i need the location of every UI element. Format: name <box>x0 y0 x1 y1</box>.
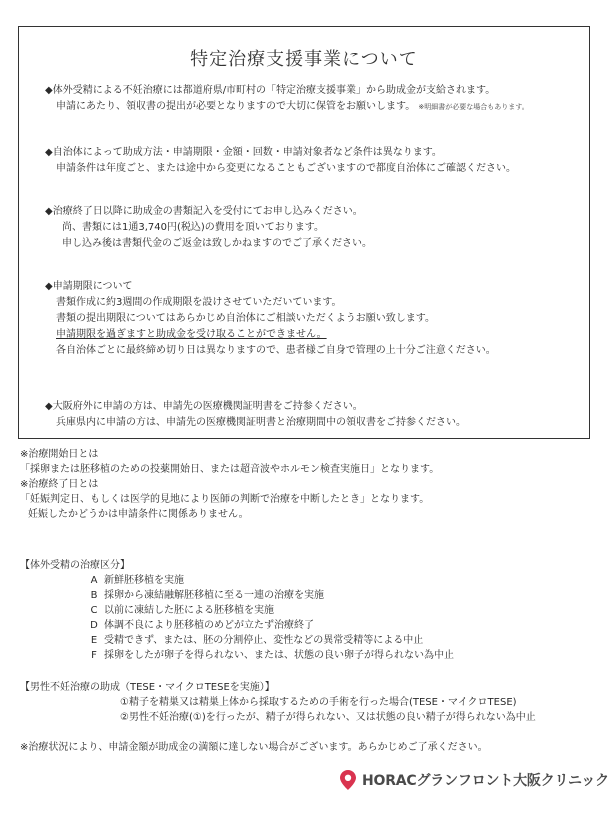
list-item: D 体調不良により胚移植のめどが立たず治療終了 <box>90 620 314 631</box>
clinic-name: HORACグランフロント大阪クリニック <box>362 773 609 789</box>
section-text: 兵庫県内に申請の方は、申請先の医療機関証明書と治療期間中の領収書をご持参ください。 <box>56 417 466 428</box>
section-subsidy <box>45 83 581 115</box>
note-text: 「採卵または胚移植のための投薬開始日、または超音波やホルモン検査実施日」となります。 <box>20 464 440 475</box>
categories-heading: 【体外受精の治療区分】 <box>20 560 130 571</box>
statement-note: ※明細書が必要な場合もあります。 <box>418 103 529 111</box>
list-item: A 新鮮胚移植を実施 <box>90 575 184 586</box>
section-text: 各自治体ごとに最終締め切り日は異なりますので、患者様ご自身で管理の上十分ご注意ください。 <box>56 345 496 356</box>
list-item: ①精子を精巣又は精巣上体から採取するための手術を行った場合(TESE・マイクロTESE) <box>120 697 517 708</box>
section-text: 書類作成に約3週間の作成期限を設けさせていただいています。 <box>56 297 342 308</box>
info-box <box>18 26 590 439</box>
note-text: 妊娠したかどうかは申請条件に関係ありません。 <box>28 509 249 520</box>
male-infertility-section <box>20 680 536 725</box>
section-text: ◆治療終了日以降に助成金の書類記入を受付にてお申し込みください。 <box>45 206 363 217</box>
map-pin-icon <box>340 770 356 790</box>
section-text: ◆自治体によって助成方法・申請期限・金額・回数・申請対象者など条件は異なります。 <box>45 147 442 158</box>
list-item: F 採卵をしたが卵子を得られない、または、状態の良い卵子が得られない為中止 <box>91 650 454 661</box>
section-text: 申し込み後は書類代金のご返金は致しかねますのでご了承ください。 <box>62 238 372 249</box>
section-text: 尚、書類には1通3,740円(税込)の費用を頂いております。 <box>62 222 324 233</box>
note-heading: ※治療開始日とは <box>20 449 99 460</box>
list-item: B 採卵から凍結融解胚移植に至る一連の治療を実施 <box>90 590 324 601</box>
clinic-logo <box>340 770 609 790</box>
list-item: ②男性不妊治療(①)を行ったが、精子が得られない、又は状態の良い精子が得られない為中止 <box>120 712 536 723</box>
list-item: C 以前に凍結した胚による胚移植を実施 <box>90 605 274 616</box>
section-text: ◆申請期限について <box>45 281 133 292</box>
list-item: E 受精できず、または、胚の分割停止、変性などの異常受精等による中止 <box>90 635 424 646</box>
section-certificates <box>45 399 581 431</box>
section-text: 申請にあたり、領収書の提出が必要となりますので大切に保管をお願いします。 <box>56 101 416 112</box>
section-conditions <box>45 145 581 177</box>
ivf-categories <box>20 558 454 663</box>
male-heading: 【男性不妊治療の助成（TESE・マイクロTESEを実施）】 <box>20 682 275 693</box>
note-heading: ※治療終了日とは <box>20 479 99 490</box>
treatment-date-notes <box>20 447 439 522</box>
final-note: ※治療状況により、申請金額が助成金の満額に達しない場合がございます。あらかじめご了承ください。 <box>20 742 488 753</box>
section-text: 申請条件は年度ごと、または途中から変更になることもございますので都度自治体にご確認ください。 <box>56 163 516 174</box>
page-title: 特定治療支援事業について <box>190 49 418 70</box>
section-text: ◆体外受精による不妊治療には都道府県/市町村の「特定治療支援事業」から助成金が支給されます。 <box>45 85 496 96</box>
section-text: 書類の提出期限についてはあらかじめ自治体にご相談いただくようお願い致します。 <box>56 313 435 324</box>
note-text: 「妊娠判定日、もしくは医学的見地により医師の判断で治療を中断したとき」となります。 <box>20 494 430 505</box>
deadline-warning: 申請期限を過ぎますと助成金を受け取ることができません。 <box>56 329 327 340</box>
section-application <box>45 204 581 252</box>
section-deadline <box>45 279 581 359</box>
section-text: ◆大阪府外に申請の方は、申請先の医療機関証明書をご持参ください。 <box>45 401 363 412</box>
